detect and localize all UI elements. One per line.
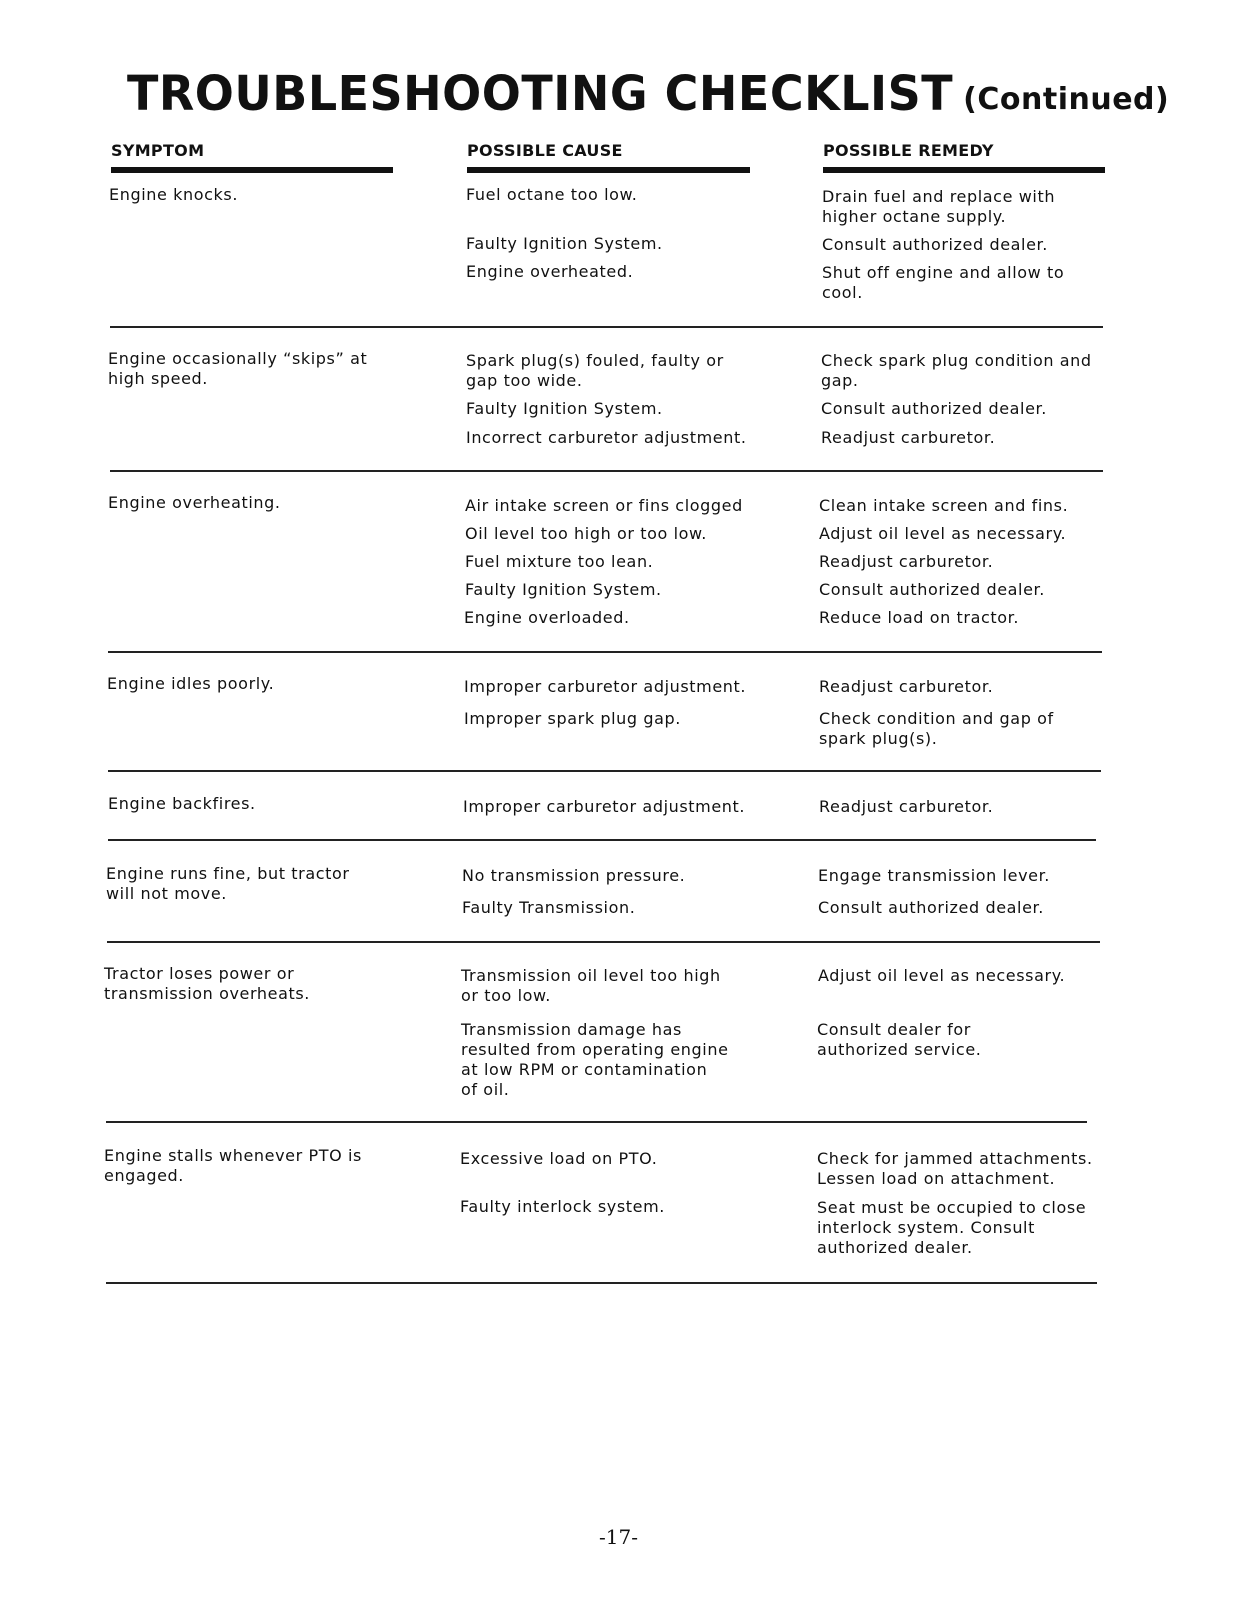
- symptom-text: Engine overheating.: [108, 493, 281, 512]
- remedy-text: Consult authorized dealer.: [818, 898, 1044, 917]
- column-header-possible-cause: POSSIBLE CAUSE: [467, 141, 623, 160]
- symptom-text: Engine knocks.: [109, 185, 239, 204]
- row-divider: [110, 326, 1103, 328]
- remedy-text: Clean intake screen and fins.: [819, 496, 1069, 515]
- cause-text: Faulty Ignition System.: [465, 580, 662, 599]
- remedy-text: Check for jammed attachments. Lessen load on attachment.: [817, 1149, 1093, 1188]
- remedy-text: Readjust carburetor.: [819, 797, 994, 816]
- cause-text: Faulty Ignition System.: [466, 399, 663, 418]
- remedy-text: Adjust oil level as necessary.: [818, 966, 1066, 985]
- header-bar-cause: [467, 167, 750, 173]
- cause-text: Engine overheated.: [466, 262, 634, 281]
- cause-text: Fuel mixture too lean.: [465, 552, 654, 571]
- cause-text: Improper carburetor adjustment.: [464, 677, 747, 696]
- remedy-text: Adjust oil level as necessary.: [819, 524, 1067, 543]
- cause-text: Excessive load on PTO.: [460, 1149, 658, 1168]
- symptom-text: Engine runs fine, but tractor will not move.: [106, 864, 350, 903]
- remedy-text: Readjust carburetor.: [819, 552, 994, 571]
- header-bar-symptom: [111, 167, 393, 173]
- symptom-text: Engine occasionally “skips” at high speed.: [108, 349, 368, 388]
- column-header-symptom: SYMPTOM: [111, 141, 205, 160]
- remedy-text: Consult authorized dealer.: [822, 235, 1048, 254]
- title-main: TROUBLESHOOTING CHECKLIST: [127, 64, 954, 122]
- remedy-text: Check condition and gap of spark plug(s).: [819, 709, 1054, 748]
- cause-text: Faulty Transmission.: [462, 898, 636, 917]
- title-continued: (Continued): [963, 82, 1170, 117]
- cause-text: Oil level too high or too low.: [465, 524, 707, 543]
- remedy-text: Check spark plug condition and gap.: [821, 351, 1092, 390]
- column-header-possible-remedy: POSSIBLE REMEDY: [823, 141, 994, 160]
- remedy-text: Readjust carburetor.: [821, 428, 996, 447]
- remedy-text: Readjust carburetor.: [819, 677, 994, 696]
- cause-text: Air intake screen or fins clogged: [465, 496, 743, 515]
- cause-text: Incorrect carburetor adjustment.: [466, 428, 747, 447]
- remedy-text: Drain fuel and replace with higher octane supply.: [822, 187, 1056, 226]
- row-divider: [107, 941, 1100, 943]
- cause-text: Fuel octane too low.: [466, 185, 638, 204]
- symptom-text: Engine backfires.: [108, 794, 256, 813]
- remedy-text: Consult dealer for authorized service.: [817, 1020, 982, 1059]
- cause-text: No transmission pressure.: [462, 866, 686, 885]
- cause-text: Transmission damage has resulted from operating engine at low RPM or contamination of oil.: [461, 1020, 729, 1099]
- header-bar-remedy: [823, 167, 1105, 173]
- remedy-text: Engage transmission lever.: [818, 866, 1050, 885]
- remedy-text: Shut off engine and allow to cool.: [822, 263, 1065, 302]
- row-divider: [106, 1121, 1087, 1123]
- cause-text: Spark plug(s) fouled, faulty or gap too wide.: [466, 351, 724, 390]
- row-divider: [108, 839, 1096, 841]
- row-divider: [106, 1282, 1097, 1284]
- remedy-text: Consult authorized dealer.: [821, 399, 1047, 418]
- remedy-text: Seat must be occupied to close interlock system. Consult authorized dealer.: [817, 1198, 1087, 1257]
- symptom-text: Engine stalls whenever PTO is engaged.: [104, 1146, 362, 1185]
- cause-text: Faulty interlock system.: [460, 1197, 665, 1216]
- symptom-text: Tractor loses power or transmission overheats.: [104, 964, 310, 1003]
- remedy-text: Consult authorized dealer.: [819, 580, 1045, 599]
- remedy-text: Reduce load on tractor.: [819, 608, 1020, 627]
- row-divider: [108, 651, 1102, 653]
- cause-text: Engine overloaded.: [464, 608, 630, 627]
- row-divider: [110, 470, 1103, 472]
- cause-text: Improper spark plug gap.: [464, 709, 681, 728]
- cause-text: Improper carburetor adjustment.: [463, 797, 746, 816]
- page-title: [127, 64, 1170, 122]
- cause-text: Faulty Ignition System.: [466, 234, 663, 253]
- page-number: -17-: [599, 1525, 638, 1549]
- cause-text: Transmission oil level too high or too low.: [461, 966, 721, 1005]
- symptom-text: Engine idles poorly.: [107, 674, 275, 693]
- row-divider: [108, 770, 1101, 772]
